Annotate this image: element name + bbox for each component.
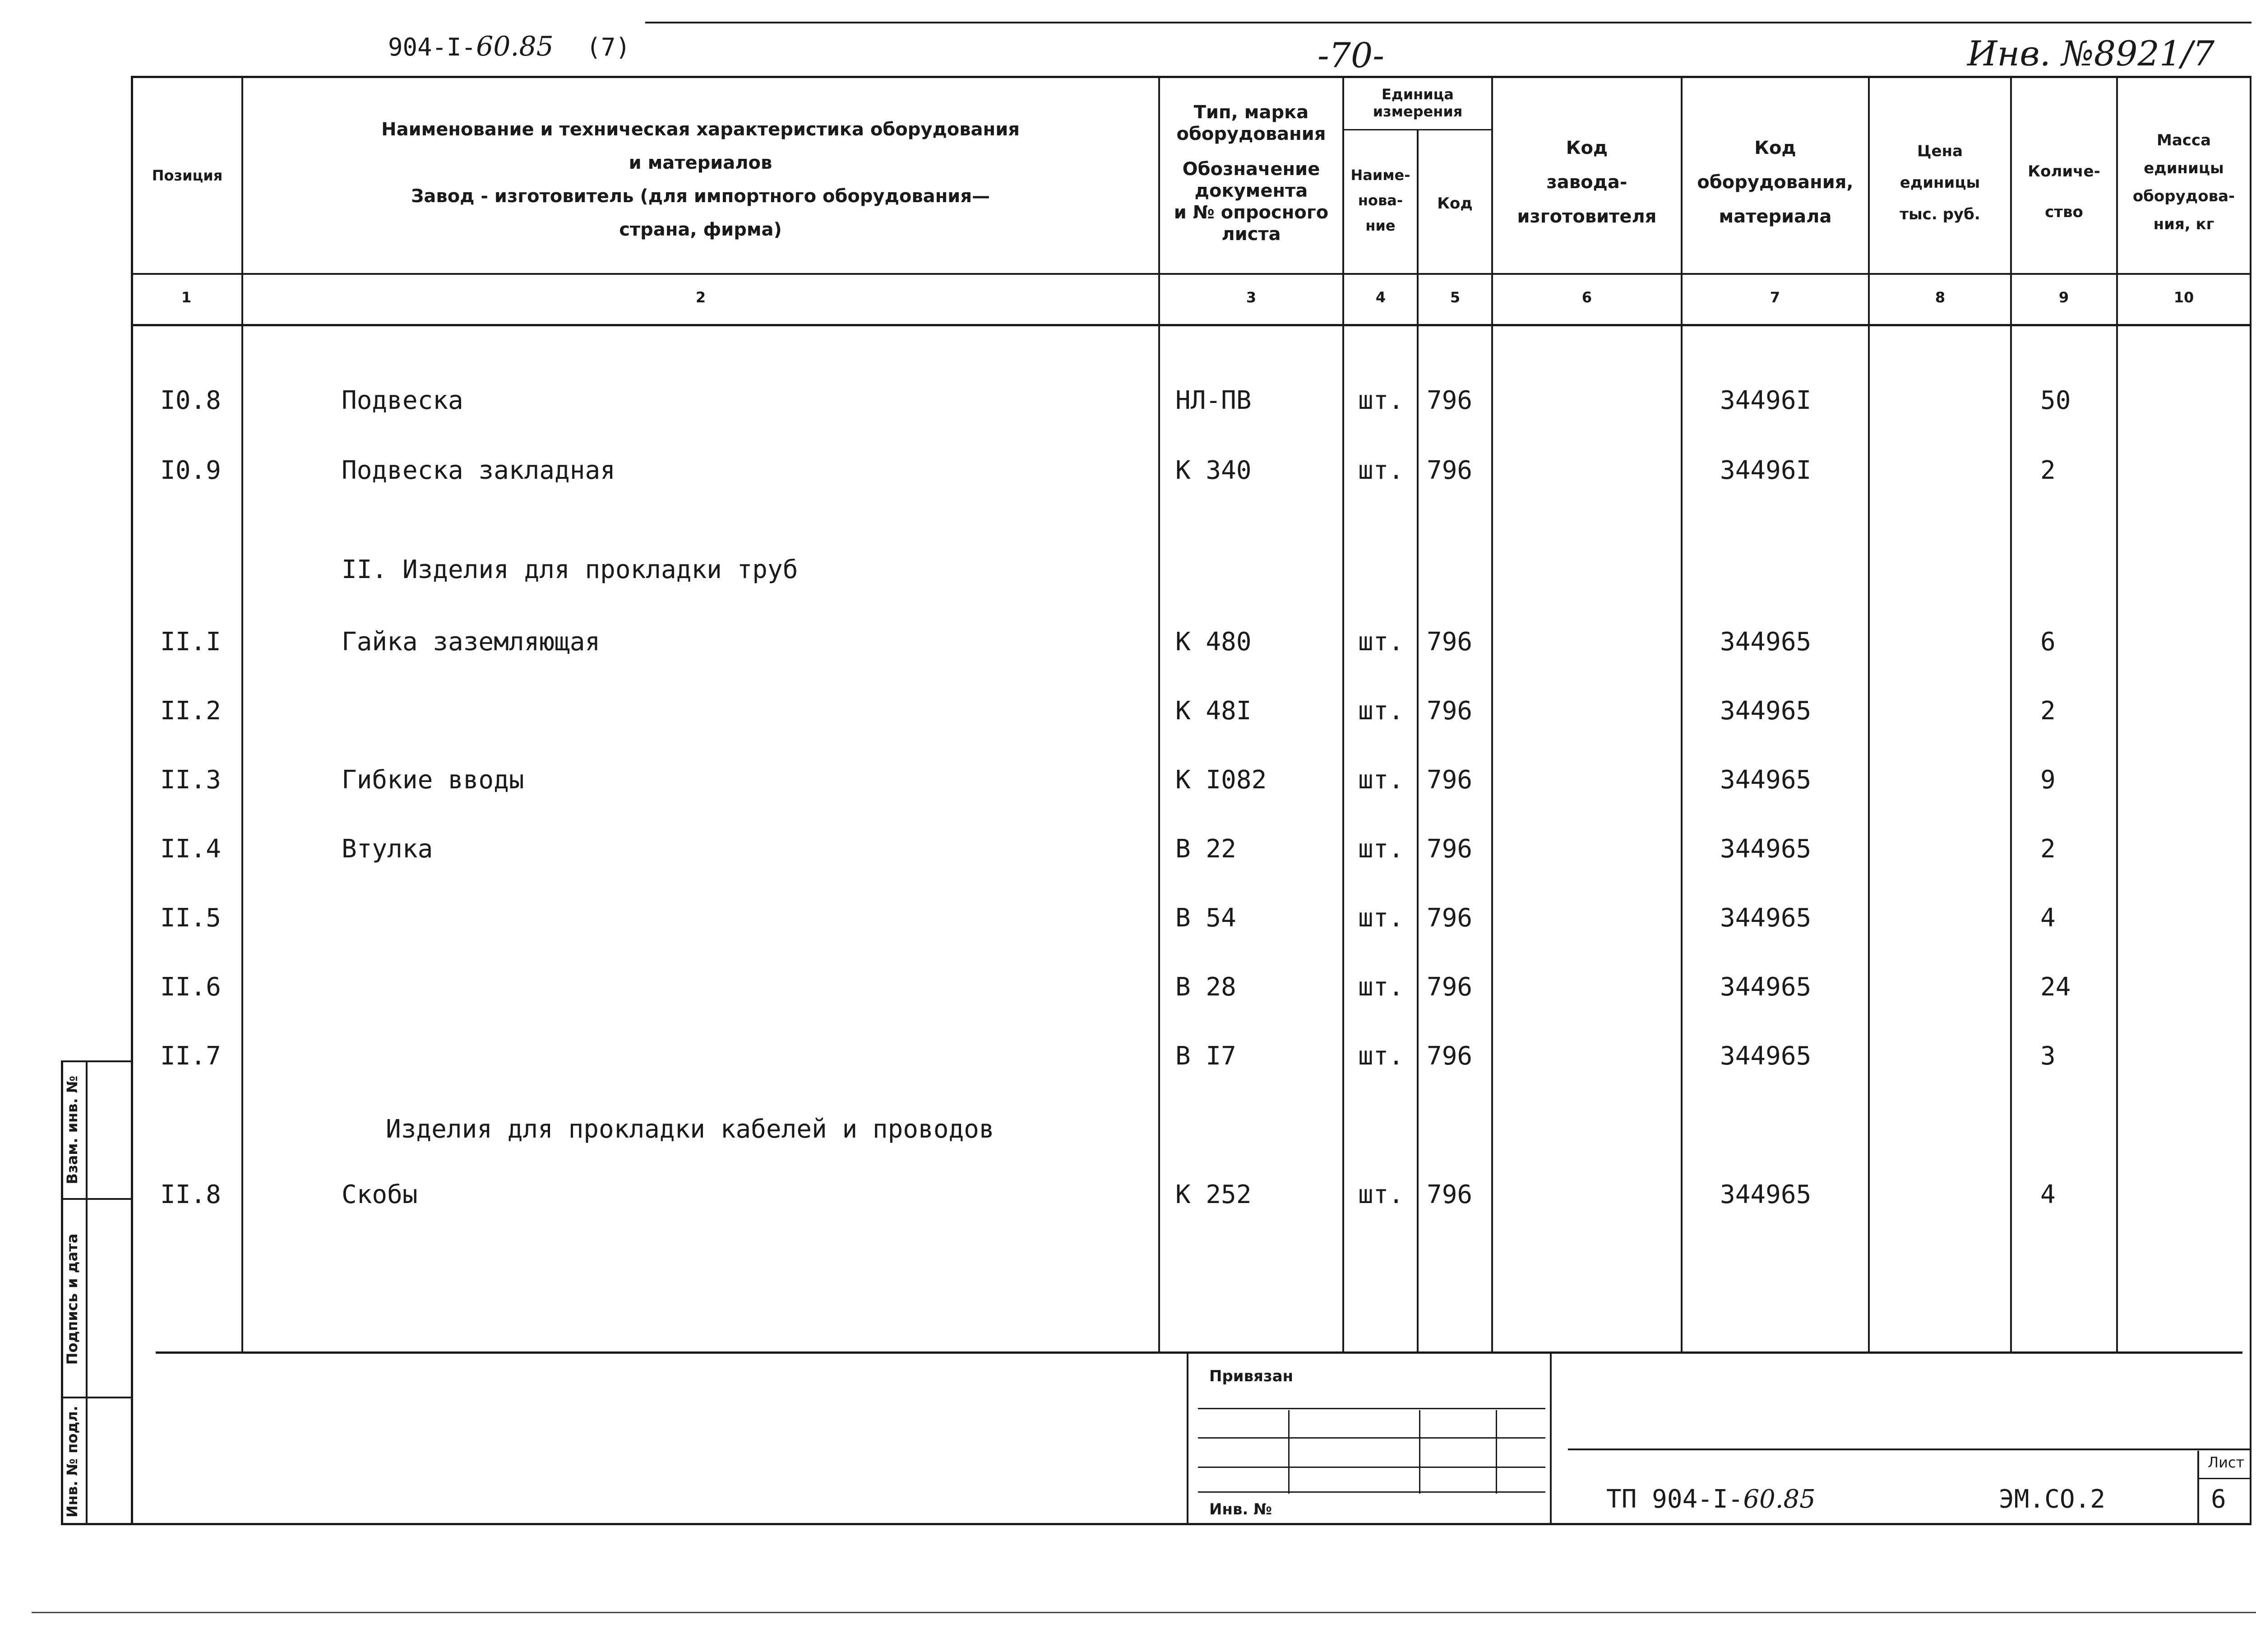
col-sep-2 (1158, 76, 1160, 1353)
col-unit-name-line-1: Наиме- (1350, 167, 1410, 184)
row-unit: шт. (1358, 386, 1404, 415)
row-equip-code: 344965 (1720, 696, 1812, 726)
row-unit: шт. (1358, 972, 1404, 1002)
row-name: Втулка (342, 834, 433, 864)
frame-right-border (2250, 76, 2251, 1524)
row-unit: шт. (1358, 456, 1404, 485)
col-type-line-2: оборудования (1176, 124, 1326, 144)
doc-code-suffix: (7) (586, 33, 630, 61)
stamp-grid-v3 (1496, 1410, 1497, 1494)
col-sep-1 (241, 76, 243, 1353)
column-number: 3 (1246, 289, 1257, 306)
col-sep-7 (1868, 76, 1870, 1353)
row-unit: шт. (1358, 1180, 1404, 1209)
col-unit-group-header (1344, 86, 1491, 120)
col-sep-6 (1681, 76, 1683, 1353)
row-equip-code: 34496I (1720, 456, 1812, 485)
row-type: К 252 (1175, 1180, 1252, 1209)
col-name-header (244, 113, 1157, 246)
row-type: В I7 (1175, 1041, 1236, 1071)
row-unit: шт. (1358, 834, 1404, 864)
row-unit-code: 796 (1427, 765, 1473, 795)
row-quantity: 2 (2040, 834, 2056, 864)
row-type: К 48I (1175, 696, 1252, 726)
row-type: В 28 (1175, 972, 1236, 1002)
column-number: 10 (2173, 289, 2194, 306)
row-equip-code: 344965 (1720, 972, 1812, 1002)
col-sep-3 (1342, 76, 1344, 1353)
table-top-border (131, 76, 2251, 78)
col-type-line-3: Обозначение (1182, 159, 1320, 180)
row-quantity: 2 (2040, 456, 2056, 485)
column-number: 2 (695, 289, 706, 306)
row-position: II.6 (160, 972, 221, 1002)
row-name: Скобы (342, 1180, 418, 1209)
row-name: Подвеска (342, 386, 463, 415)
page-bottom-rule (32, 1612, 2256, 1613)
stamp-doc-designation (1606, 1485, 1816, 1514)
col-mfr-code-line-1: Код (1566, 138, 1608, 158)
stamp-doc-designation-hand: 60.85 (1743, 1485, 1816, 1514)
col-type-header (1160, 102, 1342, 245)
inventory-mark: Инв. №8921/7 (1967, 33, 2215, 74)
col-position-label: Позиция (152, 167, 223, 184)
stamp-grid-h4 (1198, 1491, 1545, 1493)
stamp-grid-h2 (1198, 1437, 1545, 1439)
sheet-number: 6 (2211, 1485, 2226, 1514)
row-quantity: 50 (2040, 386, 2071, 415)
frame-bottom-rule (63, 1523, 2251, 1525)
col-unit-name-line-3: ние (1365, 217, 1396, 234)
col-price-line-2: единицы (1900, 174, 1980, 192)
row-unit: шт. (1358, 627, 1404, 657)
column-number: 6 (1581, 289, 1592, 306)
row-type: НЛ-ПВ (1175, 386, 1252, 415)
row-quantity: 24 (2040, 972, 2071, 1002)
row-position: I0.8 (160, 386, 221, 415)
side-inner-border (86, 1060, 88, 1525)
stamp-right-top-rule (1568, 1448, 2251, 1450)
inv-original-label: Инв. № подл. (64, 1406, 81, 1518)
col-unit-group-line-1: Единица (1382, 86, 1454, 103)
row-equip-code: 34496I (1720, 386, 1812, 415)
column-number: 5 (1450, 289, 1461, 306)
col-mfr-code-line-2: завода- (1546, 172, 1627, 193)
frame-left-border (131, 76, 133, 1524)
col-name-line-2: и материалов (629, 153, 772, 173)
row-position: I0.9 (160, 456, 221, 485)
col-unit-group-line-2: измерения (1373, 103, 1463, 120)
side-left-border (61, 1060, 63, 1525)
col-price-header (1870, 135, 2010, 230)
stamp-left-border (1187, 1351, 1188, 1525)
column-number: 7 (1770, 289, 1780, 306)
side-rule-1 (61, 1198, 133, 1200)
col-equip-code-line-2: оборудования, (1697, 172, 1854, 193)
sign-date-label: Подпись и дата (64, 1233, 81, 1365)
stamp-mid-border (1550, 1351, 1552, 1525)
col-unit-name-header (1344, 162, 1417, 238)
row-equip-code: 344965 (1720, 627, 1812, 657)
row-unit-code: 796 (1427, 627, 1473, 657)
col-sep-5 (1491, 76, 1493, 1353)
row-type: К I082 (1175, 765, 1267, 795)
row-quantity: 3 (2040, 1041, 2056, 1071)
row-quantity: 6 (2040, 627, 2056, 657)
col-qty-header (2012, 151, 2116, 232)
col-mass-line-4: ния, кг (2153, 215, 2214, 233)
col-price-line-3: тыс. руб. (1900, 205, 1980, 223)
col-qty-line-1: Количе- (2028, 162, 2100, 180)
col-equip-code-line-3: материала (1719, 206, 1832, 227)
col-sep-8 (2010, 76, 2012, 1353)
col-sep-9 (2116, 76, 2118, 1353)
col-unit-code-header (1419, 192, 1491, 216)
column-number: 4 (1375, 289, 1386, 306)
replace-inv-label: Взам. инв. № (64, 1075, 81, 1185)
row-unit-code: 796 (1427, 834, 1473, 864)
top-rule (645, 22, 2251, 23)
row-unit-code: 796 (1427, 1180, 1473, 1209)
header-bottom-rule (131, 273, 2251, 275)
row-name: Гибкие вводы (342, 765, 524, 795)
row-equip-code: 344965 (1720, 834, 1812, 864)
row-name: Гайка заземляющая (342, 627, 601, 657)
row-unit-code: 796 (1427, 972, 1473, 1002)
stamp-doc-designation-print: ТП 904-I- (1606, 1485, 1743, 1514)
row-position: II.2 (160, 696, 221, 726)
section-heading: II. Изделия для прокладки труб (342, 555, 798, 584)
col-name-line-4: страна, фирма) (619, 219, 782, 240)
row-position: II.8 (160, 1180, 221, 1209)
row-unit-code: 796 (1427, 456, 1473, 485)
row-position: II.4 (160, 834, 221, 864)
stamp-grid-v1 (1288, 1410, 1290, 1494)
row-equip-code: 344965 (1720, 903, 1812, 933)
col-type-line-1: Тип, марка (1193, 102, 1309, 123)
row-quantity: 4 (2040, 1180, 2056, 1209)
col-mfr-code-header (1493, 131, 1681, 234)
row-unit: шт. (1358, 696, 1404, 726)
row-type: В 22 (1175, 834, 1236, 864)
row-unit: шт. (1358, 765, 1404, 795)
row-position: II.7 (160, 1041, 221, 1071)
col-type-line-4: документа (1194, 180, 1308, 201)
sheet-box-left (2197, 1451, 2199, 1525)
row-position: II.3 (160, 765, 221, 795)
col-equip-code-header (1683, 131, 1868, 234)
col-position-header (133, 165, 241, 187)
row-quantity: 9 (2040, 765, 2056, 795)
doc-code (388, 31, 630, 62)
stamp-linked-label: Привязан (1209, 1367, 1294, 1385)
col-price-line-1: Цена (1917, 142, 1963, 160)
row-equip-code: 344965 (1720, 1041, 1812, 1071)
body-bottom-rule (156, 1351, 2242, 1354)
stamp-grid-h3 (1198, 1467, 1545, 1468)
page-number: -70- (1318, 35, 1385, 75)
row-position: II.5 (160, 903, 221, 933)
col-equip-code-line-1: Код (1754, 138, 1796, 158)
row-equip-code: 344965 (1720, 1180, 1812, 1209)
row-unit-code: 796 (1427, 903, 1473, 933)
row-equip-code: 344965 (1720, 765, 1812, 795)
row-unit: шт. (1358, 903, 1404, 933)
row-unit-code: 796 (1427, 696, 1473, 726)
row-unit-code: 796 (1427, 386, 1473, 415)
col-mass-line-2: единицы (2144, 159, 2224, 177)
sheet-label: Лист (2208, 1454, 2245, 1471)
col-type-line-5: и № опросного (1174, 202, 1329, 223)
col-unit-name-line-2: нова- (1358, 192, 1403, 209)
row-unit-code: 796 (1427, 1041, 1473, 1071)
col-sep-4 (1417, 129, 1419, 1353)
col-qty-line-2: ство (2045, 203, 2083, 221)
col-name-line-1: Наименование и техническая характеристика оборудования (381, 119, 1020, 140)
col-name-line-3: Завод - изготовитель (для импортного оборудования— (411, 186, 990, 207)
numbers-bottom-rule (131, 324, 2251, 326)
row-type: К 480 (1175, 627, 1252, 657)
row-quantity: 4 (2040, 903, 2056, 933)
row-position: II.I (160, 627, 221, 657)
col-unit-code-label: Код (1437, 194, 1473, 213)
column-number: 1 (181, 289, 192, 306)
doc-code-hand: 60.85 (476, 31, 554, 62)
column-number: 9 (2058, 289, 2069, 306)
col-mass-header (2118, 126, 2250, 238)
row-type: К 340 (1175, 456, 1252, 485)
stamp-grid-v2 (1419, 1410, 1420, 1494)
column-number: 8 (1935, 289, 1946, 306)
col-mass-line-1: Масса (2156, 131, 2211, 149)
doc-code-print: 904-I- (388, 33, 476, 61)
row-type: В 54 (1175, 903, 1236, 933)
stamp-inv-no-label: Инв. № (1209, 1500, 1272, 1518)
col-mass-line-3: оборудова- (2132, 187, 2235, 205)
stamp-grid-h1 (1198, 1408, 1545, 1409)
col-mfr-code-line-3: изготовителя (1517, 206, 1657, 227)
row-name: Подвеска закладная (342, 456, 615, 485)
row-unit: шт. (1358, 1041, 1404, 1071)
section-heading: Изделия для прокладки кабелей и проводов (386, 1115, 994, 1144)
sheet-box-mid (2197, 1478, 2251, 1479)
stamp-doc-code: ЭМ.СО.2 (1999, 1485, 2106, 1514)
col-type-line-6: листа (1221, 224, 1281, 245)
row-quantity: 2 (2040, 696, 2056, 726)
